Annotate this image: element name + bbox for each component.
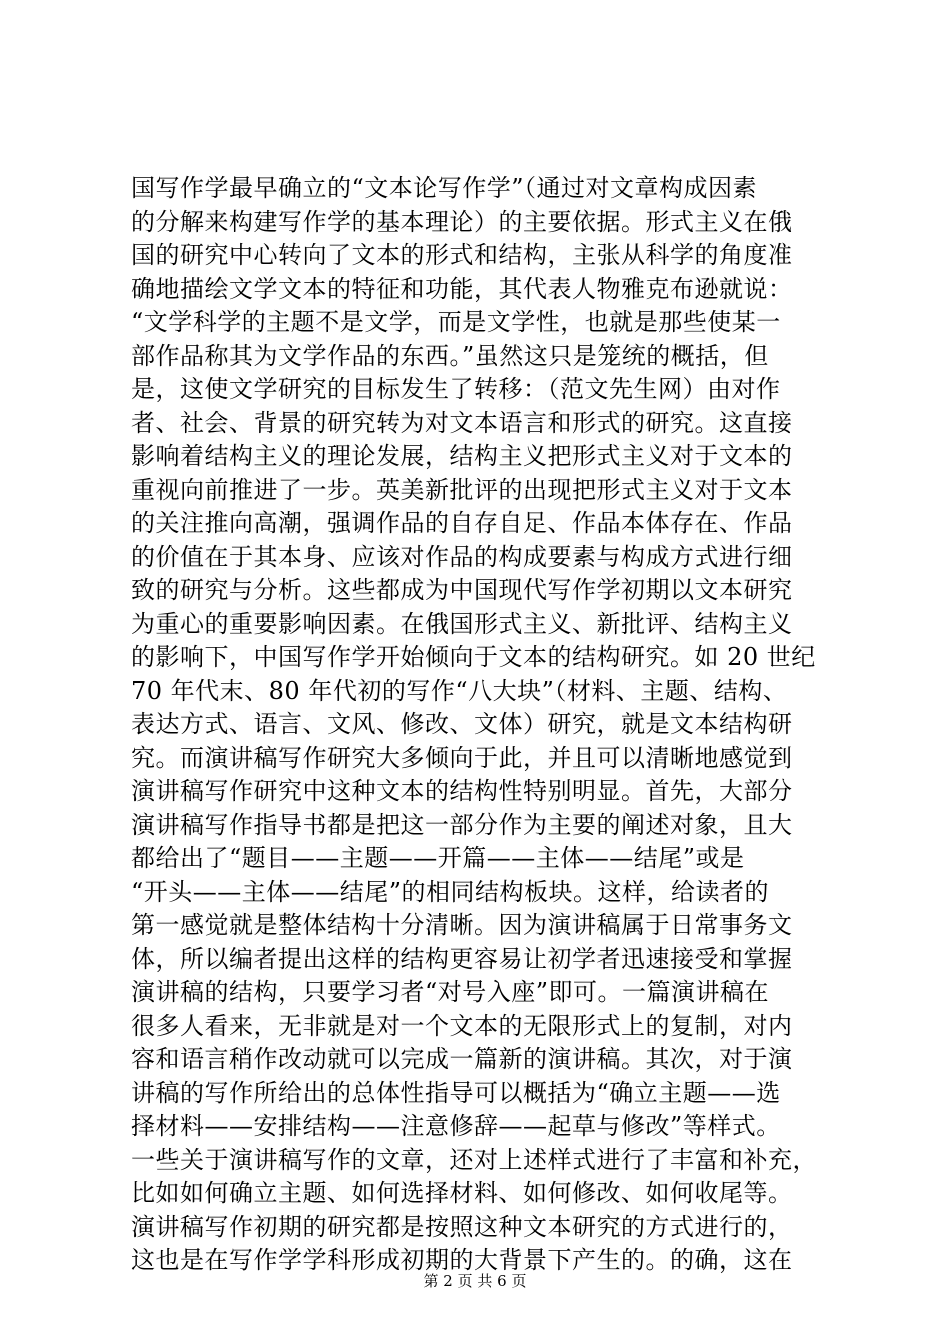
- text-line: 比如如何确立主题、如何选择材料、如何修改、如何收尾等。: [131, 1179, 793, 1207]
- text-line: 容和语言稍作改动就可以完成一篇新的演讲稿。其次，对于演: [131, 1045, 793, 1073]
- text-line: 确地描绘文学文本的特征和功能，其代表人物雅克布逊就说：: [131, 274, 793, 303]
- text-line: 第一感觉就是整体结构十分清晰。因为演讲稿属于日常事务文: [131, 911, 793, 939]
- text-line: 这也是在写作学学科形成初期的大背景下产生的。的确，这在: [131, 1246, 793, 1274]
- text-line: 的关注推向高潮，强调作品的自存自足、作品本体存在、作品: [131, 509, 793, 537]
- text-line: 国的研究中心转向了文本的形式和结构，主张从科学的角度准: [131, 241, 793, 269]
- text-line: “开头——主体——结尾”的相同结构板块。这样，给读者的: [131, 877, 770, 906]
- text-line: 很多人看来，无非就是对一个文本的无限形式上的复制，对内: [131, 1011, 793, 1040]
- text-line: 究。而演讲稿写作研究大多倾向于此，并且可以清晰地感觉到: [131, 743, 793, 772]
- text-line: 择材料——安排结构——注意修辞——起草与修改”等样式。: [131, 1112, 781, 1140]
- page-number: 第 2 页 共 6 页: [423, 1272, 527, 1290]
- text-line: 都给出了“题目——主题——开篇——主体——结尾”或是: [131, 844, 745, 872]
- text-line: 的价值在于其本身、应该对作品的构成要素与构成方式进行细: [131, 542, 793, 571]
- text-line: 70 年代末、80 年代初的写作“八大块”（材料、主题、结构、: [131, 676, 788, 705]
- text-line: 讲稿的写作所给出的总体性指导可以概括为“确立主题——选: [131, 1078, 781, 1107]
- text-line: 致的研究与分析。这些都成为中国现代写作学初期以文本研究: [131, 576, 793, 604]
- text-line: 演讲稿写作研究中这种文本的结构性特别明显。首先，大部分: [131, 777, 793, 805]
- text-line: 演讲稿写作初期的研究都是按照这种文本研究的方式进行的，: [131, 1212, 793, 1241]
- text-line: 部作品称其为文学作品的东西。”虽然这只是笼统的概括，但: [131, 341, 769, 370]
- text-line: 者、社会、背景的研究转为对文本语言和形式的研究。这直接: [131, 408, 793, 437]
- text-line: 的分解来构建写作学的基本理论）的主要依据。形式主义在俄: [131, 207, 793, 236]
- text-line: 的影响下，中国写作学开始倾向于文本的结构研究。如 20 世纪: [131, 643, 816, 671]
- text-line: “文学科学的主题不是文学，而是文学性，也就是那些使某一: [131, 308, 781, 336]
- text-line: 国写作学最早确立的“文本论写作学”（通过对文章构成因素: [131, 174, 758, 202]
- text-line: 体，所以编者提出这样的结构更容易让初学者迅速接受和掌握: [131, 944, 793, 973]
- text-line: 是，这使文学研究的目标发生了转移：（范文先生网）由对作: [131, 375, 781, 403]
- body-text: [131, 172, 831, 1278]
- text-line: 演讲稿的结构，只要学习者“对号入座”即可。一篇演讲稿在: [131, 978, 770, 1006]
- text-line: 为重心的重要影响因素。在俄国形式主义、新批评、结构主义: [131, 609, 793, 638]
- text-line: 影响着结构主义的理论发展，结构主义把形式主义对于文本的: [131, 442, 793, 470]
- text-line: 表达方式、语言、文风、修改、文体）研究，就是文本结构研: [131, 710, 793, 738]
- text-line: 演讲稿写作指导书都是把这一部分作为主要的阐述对象，且大: [131, 810, 793, 839]
- text-line: 一些关于演讲稿写作的文章，还对上述样式进行了丰富和补充，: [131, 1145, 817, 1174]
- text-line: 重视向前推进了一步。英美新批评的出现把形式主义对于文本: [131, 475, 793, 504]
